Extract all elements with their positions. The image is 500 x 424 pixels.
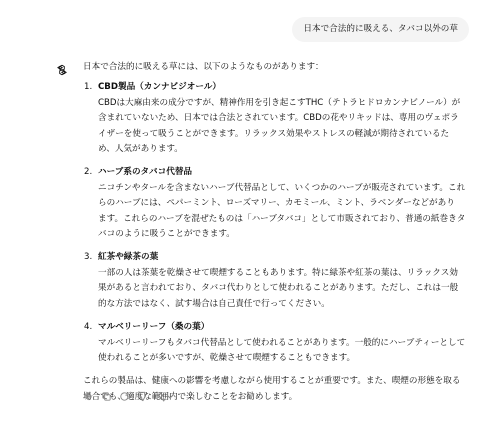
list-item <box>83 165 475 242</box>
list-item-title: 紅茶や緑茶の葉 <box>98 252 159 263</box>
user-message-bubble <box>292 17 469 42</box>
assistant-response <box>83 60 475 405</box>
body-line: らのハーブには、ペパーミント、ローズマリー、カモミール、ミント、ラベンダーなどがあり <box>98 198 455 209</box>
body-line: 含まれていないため、日本では合法とされています。CBDの花やリキッドは、専用のヴェポラ <box>98 113 459 124</box>
body-line: 果があると言われており、タバコ代わりとして使われることがあります。ただし、これは一般 <box>98 283 459 294</box>
list-item-number: 3. <box>84 252 93 263</box>
body-line: 的な方法ではなく、試す場合は自己責任で行ってください。 <box>98 298 330 309</box>
user-message-text: 日本で合法的に吸える、タバコ以外の草 <box>303 24 458 34</box>
list-item <box>83 80 475 157</box>
list-item-body <box>98 266 475 312</box>
regenerate-icon[interactable] <box>119 391 130 402</box>
list-item-body <box>98 181 475 243</box>
list-item-body <box>98 96 475 158</box>
body-line: イザーを使って吸うことができます。リラックス効果やストレスの軽減が期待されているた <box>98 128 450 139</box>
assistant-logo-icon <box>56 61 68 73</box>
list-item-number: 2. <box>84 167 93 178</box>
list-item-number: 4. <box>84 322 93 333</box>
list-item-body <box>98 336 475 367</box>
outro-line: これらの製品は、健康への影響を考慮しながら使用することが重要です。また、喫煙の形態を取る <box>83 376 461 387</box>
outro-line: 場合でも、適度な範囲内で楽しむことをお勧めします。 <box>83 391 298 402</box>
body-line: 一部の人は茶葉を乾燥させて喫煙することもあります。特に緑茶や紅茶の葉は、リラックス効 <box>98 267 458 278</box>
list-item <box>83 320 475 366</box>
speaker-icon[interactable] <box>83 391 94 402</box>
response-list <box>83 80 475 366</box>
list-item-title: ハーブ系のタバコ代替品 <box>98 167 193 178</box>
chevron-down-icon <box>167 394 173 400</box>
body-line: マルベリーリーフもタバコ代替品として使われることがあります。一般的にハーブティーとして <box>98 337 466 348</box>
body-line: バコのように吸うことができます。 <box>98 229 235 240</box>
list-item-title: CBD製品（カンナビジオール） <box>98 82 221 93</box>
body-line: 使われることが多いですが、乾燥させて喫煙することもできます。 <box>98 352 356 363</box>
body-line: CBDは大麻由来の成分ですが、精神作用を引き起こすTHC（テトラヒドロカンナビノール）が <box>98 97 461 108</box>
body-line: ます。これらのハーブを混ぜたものは「ハーブタバコ」として市販されており、普通の紙巻きタ <box>98 213 466 224</box>
message-actions <box>83 391 173 402</box>
list-item-number: 1. <box>84 82 93 93</box>
thumbs-down-icon[interactable] <box>137 391 148 402</box>
response-intro: 日本で合法的に吸える草には、以下のようなものがあります： <box>83 62 324 72</box>
list-item-title: マルベリーリーフ（桑の葉） <box>98 322 210 333</box>
body-line: め、人気があります。 <box>98 144 183 155</box>
copy-icon[interactable] <box>101 391 112 402</box>
body-line: ニコチンやタールを含まないハーブ代替品として、いくつかのハーブが販売されています。これ <box>98 182 466 193</box>
list-item <box>83 250 475 312</box>
model-switch-icon[interactable] <box>155 391 173 402</box>
